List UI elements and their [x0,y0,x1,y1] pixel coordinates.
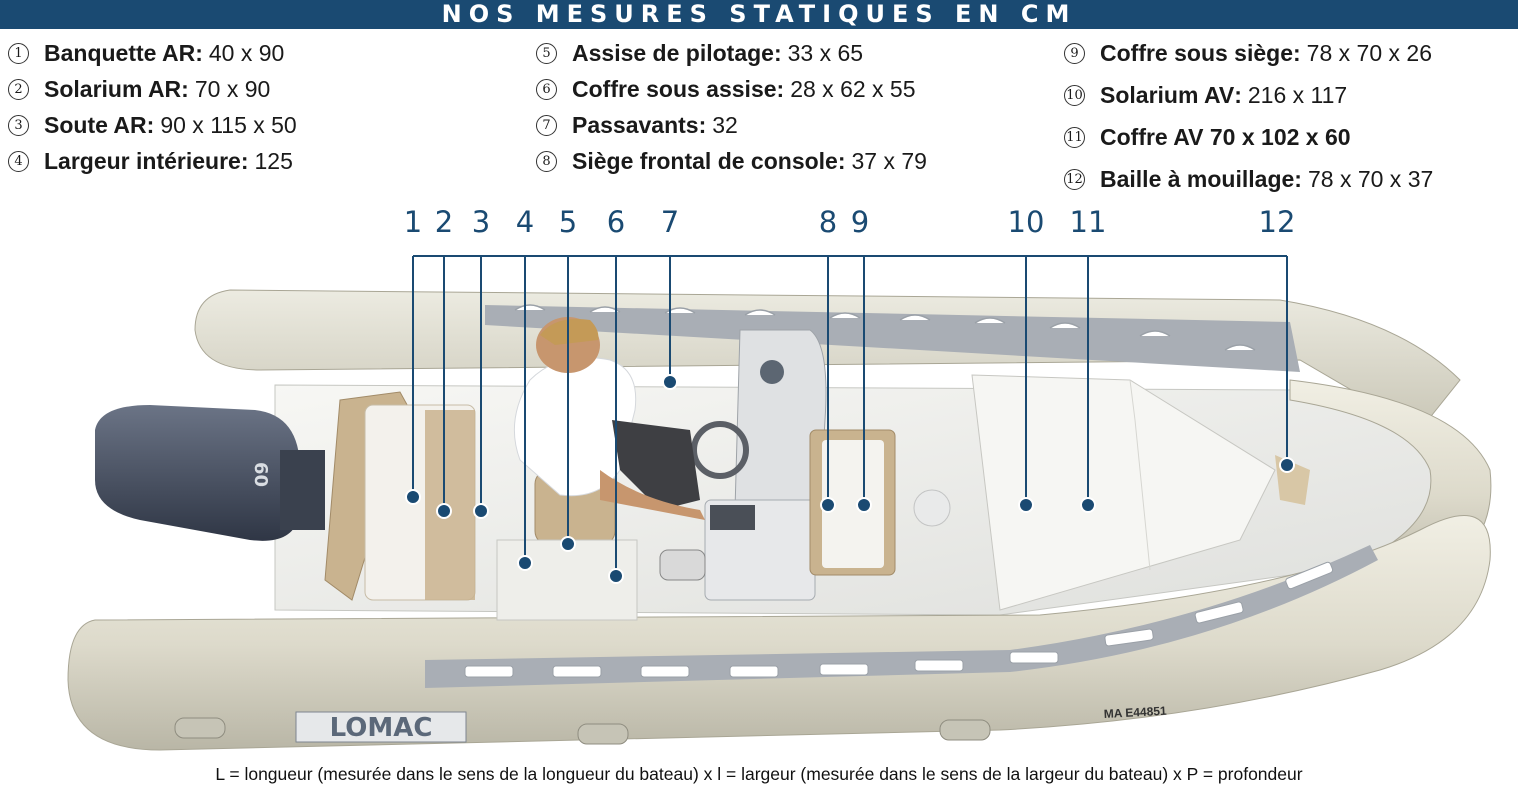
callout-dot-2 [437,504,451,518]
spec-number: 12 [1064,169,1085,190]
spec-item-5: 5 Assise de pilotage : 33 x 65 [536,38,863,68]
near-handle [730,666,778,677]
callout-number-1: 1 [403,205,423,239]
spec-number: 4 [8,151,29,172]
callout-number-11: 11 [1069,205,1107,239]
callout-number-2: 2 [434,205,454,239]
callout-dot-10 [1019,498,1033,512]
spec-label: Banquette AR [44,39,196,66]
spec-label: Siège frontal de console [572,147,838,174]
callout-number-3: 3 [471,205,491,239]
near-handle [641,666,689,677]
footnote: L = longueur (mesurée dans le sens de la longueur du bateau) x l = largeur (mesurée dans le sens de la largeur du bateau) x P = profondeur [215,764,1303,784]
spec-number: 6 [536,79,557,100]
spec-number: 1 [8,43,29,64]
near-handle [553,666,601,677]
brand-logo: LOMAC [329,713,433,743]
spec-item-8: 8 Siège frontal de console : 37 x 79 [536,146,927,176]
callout-dot-9 [857,498,871,512]
spec-value: 70 x 90 [194,75,271,102]
spec-item-7: 7 Passavants : 32 [536,110,738,140]
spec-item-2: 2 Solarium AR : 70 x 90 [8,74,270,104]
callout-dot-12 [1280,458,1294,472]
callout-dot-3 [474,504,488,518]
spec-number: 11 [1064,127,1085,148]
spec-item-6: 6 Coffre sous assise : 28 x 62 x 55 [536,74,916,104]
spec-number: 3 [8,115,29,136]
callout-number-5: 5 [558,205,578,239]
spec-item-9: 9 Coffre sous siège : 78 x 70 x 26 [1064,38,1432,68]
callout-number-8: 8 [818,205,838,239]
callout-number-6: 6 [606,205,626,239]
spec-value: 70 x 102 x 60 [1209,123,1351,150]
spec-number: 7 [536,115,557,136]
spec-value: 40 x 90 [208,39,285,66]
callout-dot-11 [1081,498,1095,512]
spec-item-10: 10 Solarium AV : 216 x 117 [1064,80,1347,110]
spec-value: 216 x 117 [1247,81,1348,108]
spec-number: 9 [1064,43,1085,64]
spec-number: 10 [1064,85,1085,106]
deck-hatch [914,490,950,526]
tube-grip [578,724,628,744]
spec-value: 33 x 65 [787,39,864,66]
callout-number-7: 7 [660,205,680,239]
spec-value: 78 x 70 x 37 [1307,165,1434,192]
spec-value: 90 x 115 x 50 [160,111,297,138]
tube-grip [940,720,990,740]
compass-icon [760,360,784,384]
spec-item-3: 3 Soute AR : 90 x 115 x 50 [8,110,297,140]
spec-item-4: 4 Largeur intérieure : 125 [8,146,293,176]
spec-value: 125 [254,147,293,174]
rear-seat [325,392,475,600]
near-handle [820,664,868,675]
spec-label: Solarium AR [44,75,182,102]
callout-number-12: 12 [1258,205,1296,239]
spec-label: Assise de pilotage [572,39,774,66]
spec-value: 78 x 70 x 26 [1306,39,1432,66]
callout-number-9: 9 [850,205,870,239]
spec-label: Soute AR [44,111,147,138]
spec-value: 37 x 79 [851,147,927,174]
page-title: NOS MESURES STATIQUES EN CM [0,0,1518,29]
near-handle [1010,652,1058,663]
spec-label: Coffre AV [1100,123,1204,150]
spec-label: Passavants [572,111,699,138]
near-handle [915,660,963,671]
spec-number: 2 [8,79,29,100]
spec-label: Solarium AV [1100,81,1235,108]
callout-dot-1 [406,490,420,504]
spec-label: Largeur intérieure [44,147,241,174]
near-handle [465,666,513,677]
spec-value: 32 [712,111,738,138]
callout-dot-6 [609,569,623,583]
spec-item-12: 12 Baille à mouillage : 78 x 70 x 37 [1064,164,1433,194]
spec-label: Coffre sous assise [572,75,777,102]
engine-label: 60 [250,462,271,488]
spec-number: 5 [536,43,557,64]
spec-label: Coffre sous siège [1100,39,1293,66]
callout-number-4: 4 [515,205,535,239]
spec-value: 28 x 62 x 55 [790,75,916,102]
tube-grip [175,718,225,738]
spec-number: 8 [536,151,557,172]
spec-label: Baille à mouillage [1100,165,1295,192]
callout-dot-8 [821,498,835,512]
callout-dot-5 [561,537,575,551]
callout-dot-4 [518,556,532,570]
registration-number: MA E44851 [1103,703,1168,721]
callout-number-10: 10 [1007,205,1045,239]
callout-dot-7 [663,375,677,389]
spec-item-1: 1 Banquette AR : 40 x 90 [8,38,284,68]
